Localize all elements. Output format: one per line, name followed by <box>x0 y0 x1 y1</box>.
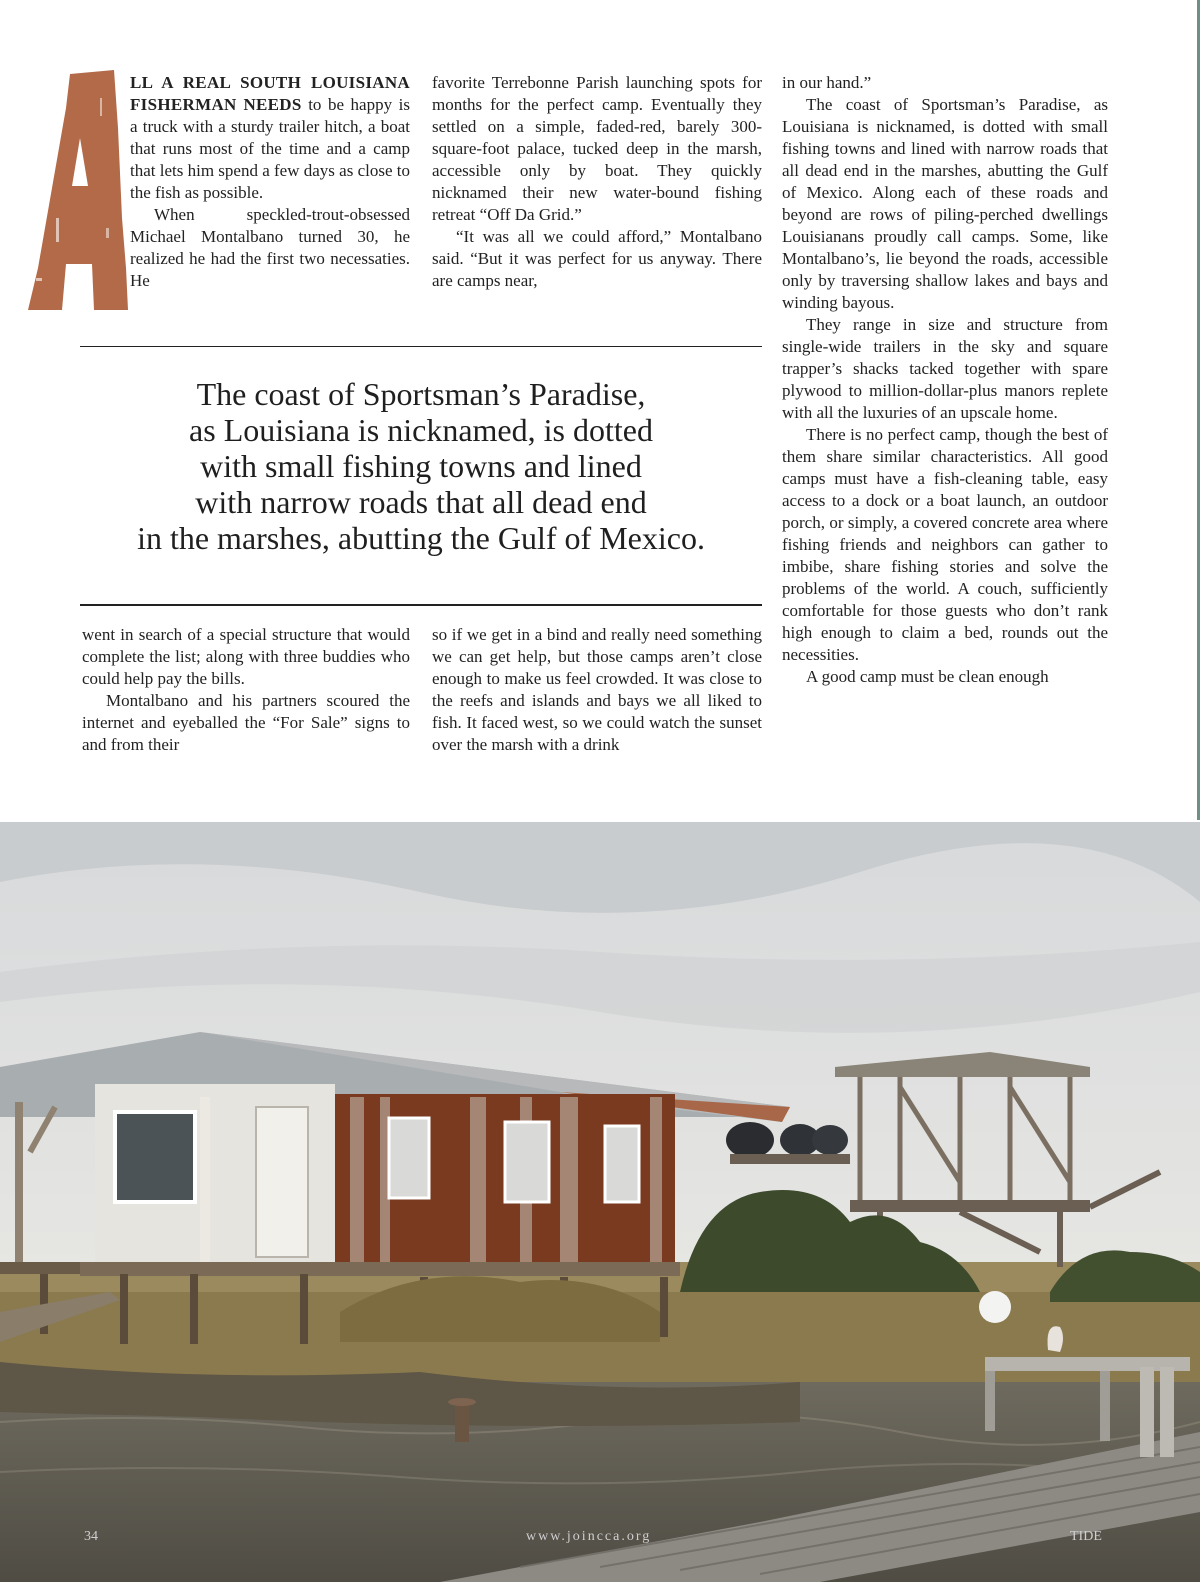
column-1-bottom <box>82 624 410 756</box>
pullquote-line: The coast of Sportsman’s Paradise, <box>196 376 646 412</box>
website-url: www.joincca.org <box>526 1529 652 1544</box>
column-2-bottom <box>432 624 762 756</box>
page-number: 34 <box>84 1529 98 1544</box>
column-3 <box>782 72 1108 688</box>
intro-text: to be happy is a truck with a sturdy trailer hitch, a boat that runs most of the time and a camp that lets him spend a few days as close to the fish as possible. <box>130 95 410 202</box>
pullquote-line: in the marshes, abutting the Gulf of Mexico. <box>137 520 705 556</box>
paragraph: When speckled-trout-obsessed Michael Montalbano turned 30, he realized he had the first two necessaties. He <box>130 205 410 290</box>
pullquote <box>80 376 762 556</box>
paragraph: “It was all we could afford,” Montalbano said. “But it was perfect for us anyway. There are camps near, <box>432 227 762 290</box>
magazine-name: TIDE <box>1070 1529 1102 1544</box>
paragraph: The coast of Sportsman’s Paradise, as Louisiana is nicknamed, is dotted with small fishing towns and lined with narrow roads that all dead end in the marshes, abutting the Gulf of Mexico. Along each of these roads and beyond are rows of piling-perched dwellings Louisianans proudly call camps. Some, like Montalbano’s, lie beyond the roads, accessible only by traversing shallow lakes and bays and winding bayous. <box>782 95 1108 312</box>
drop-cap-letter <box>22 68 130 312</box>
fishing-camp-photo <box>0 822 1200 1582</box>
pullquote-bottom-rule <box>80 604 762 606</box>
paragraph: so if we get in a bind and really need something we can get help, but those camps aren’t close enough to make us feel crowded. It was close to the reefs and islands and bays we all liked to fish. It faced west, so we could watch the sunset over the marsh with a drink <box>432 625 762 754</box>
pullquote-top-rule <box>80 346 762 347</box>
paragraph: favorite Terrebonne Parish launching spots for months for the perfect camp. Eventually they settled on a simple, faded-red, barely 300-square-foot palace, tucked deep in the marsh, accessible only by boat. They quickly nicknamed their new water-bound fishing retreat “Off Da Grid.” <box>432 73 762 224</box>
lead-in-text: LL A REAL SOUTH LOUISIANA FISHERMAN NEEDS <box>130 73 410 114</box>
paragraph: in our hand.” <box>782 73 872 92</box>
column-2-top <box>432 72 762 292</box>
pullquote-line: with narrow roads that all dead end <box>195 484 647 520</box>
pullquote-line: as Louisiana is nicknamed, is dotted <box>189 412 653 448</box>
paragraph: Montalbano and his partners scoured the internet and eyeballed the “For Sale” signs to and from their <box>82 691 410 754</box>
paragraph: A good camp must be clean enough <box>806 667 1049 686</box>
paragraph: There is no perfect camp, though the best of them share similar characteristics. All good camps must have a fish-cleaning table, easy access to a dock or a boat launch, an outdoor porch, or simply, a covered concrete area where fishing friends and neighbors can gather to imbibe, share fishing stories and solve the problems of the world. A couch, sufficiently comfortable for those guests who don’t rank high enough to claim a bed, rounds out the necessities. <box>782 425 1108 664</box>
intro-paragraph <box>130 72 410 204</box>
column-1-top <box>130 72 410 292</box>
pullquote-line: with small fishing towns and lined <box>200 448 642 484</box>
paragraph: They range in size and structure from single-wide trailers in the sky and square trapper’s shacks tacked together with spare plywood to million-dollar-plus manors replete with all the luxuries of an upscale home. <box>782 315 1108 422</box>
drop-cap-a-graphic <box>22 68 130 312</box>
paragraph: went in search of a special structure that would complete the list; along with three buddies who could help pay the bills. <box>82 625 410 688</box>
